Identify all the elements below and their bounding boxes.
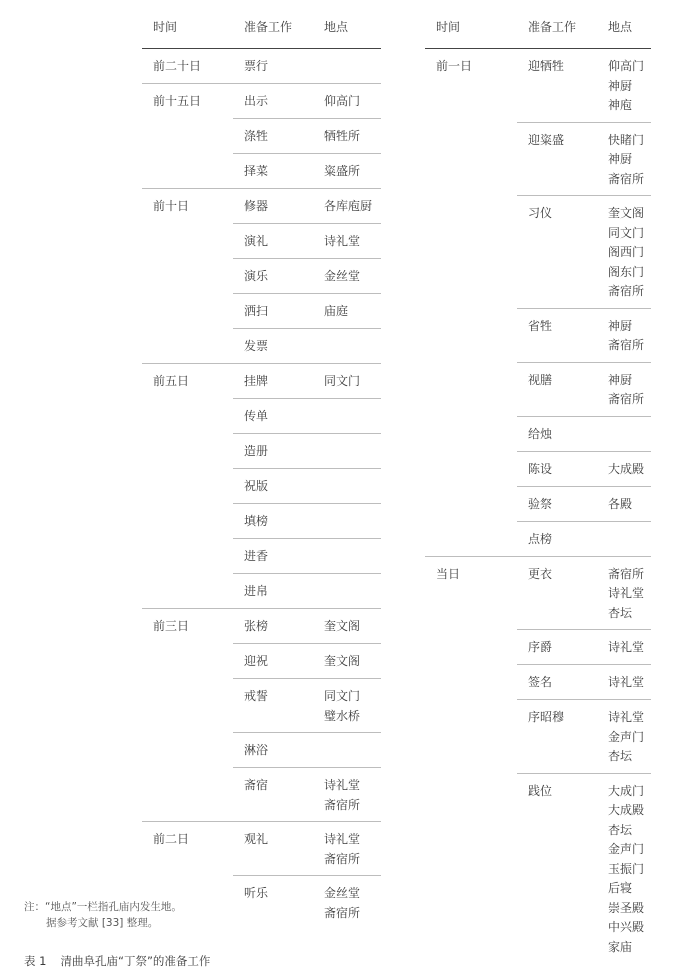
- note-line-1: 注：“地点”一栏指孔庙内发生地。: [24, 901, 182, 913]
- task-cell: 序爵: [528, 640, 553, 654]
- task-cell: 造册: [244, 444, 269, 458]
- place-name: 同文门: [608, 225, 645, 240]
- table-caption: [24, 953, 210, 969]
- task-cell: 修器: [244, 199, 269, 213]
- header-task: 准备工作: [528, 20, 577, 34]
- table-row: [233, 679, 381, 733]
- task-cell: 践位: [528, 783, 553, 798]
- place-cell: [608, 638, 651, 658]
- task-cell: 观礼: [244, 832, 269, 846]
- task-cell: 迎祝: [244, 654, 269, 668]
- time-cell: 前二日: [153, 832, 190, 846]
- task-cell: 涤牲: [244, 129, 269, 143]
- task-cell: 传单: [244, 409, 269, 423]
- place-name: 各殿: [608, 496, 633, 511]
- table-row: [233, 294, 381, 329]
- place-cell: [324, 197, 381, 217]
- table-row: [517, 417, 651, 452]
- place-cell: [324, 372, 381, 392]
- time-cell: 前五日: [153, 374, 190, 388]
- place-cell: [324, 267, 381, 287]
- place-cell: [324, 337, 381, 357]
- task-cell: 票行: [244, 59, 269, 73]
- place-name: 诗礼堂: [608, 640, 645, 654]
- table-row: [233, 733, 381, 768]
- table-row: [517, 774, 651, 964]
- task-cell: 演乐: [244, 269, 269, 283]
- place-name: 中兴殿: [608, 920, 645, 934]
- task-cell: 挂牌: [244, 374, 269, 388]
- place-name: 同文门: [324, 374, 361, 388]
- place-name: 斋宿所: [324, 905, 361, 920]
- place-cell: [324, 232, 381, 252]
- place-cell: [324, 582, 381, 602]
- right-table: [425, 18, 651, 963]
- task-cell: 迎粢盛: [528, 132, 565, 147]
- place-name: 金声门: [608, 842, 645, 856]
- table-row: [233, 504, 381, 539]
- task-cell: 斋宿: [244, 778, 269, 792]
- place-name: 仰高门: [324, 94, 361, 108]
- table-row: [233, 224, 381, 259]
- left-table: [142, 18, 381, 929]
- place-name: 诗礼堂: [324, 832, 361, 846]
- place-cell: [324, 884, 381, 923]
- time-cell: 前三日: [153, 619, 190, 633]
- place-cell: [324, 127, 381, 147]
- place-name: 斋宿所: [608, 171, 645, 186]
- place-name: 同文门: [324, 689, 361, 703]
- place-name: 斋宿所: [324, 797, 361, 812]
- place-cell: [608, 57, 651, 116]
- table-row: [233, 539, 381, 574]
- place-name: 金声门: [608, 729, 645, 744]
- table-row: [517, 363, 651, 417]
- place-cell: [324, 162, 381, 182]
- place-cell: [324, 407, 381, 427]
- place-cell: [608, 460, 651, 480]
- task-cell: 出示: [244, 94, 269, 108]
- place-cell: [608, 371, 651, 410]
- place-name: 诗礼堂: [324, 234, 361, 248]
- place-cell: [608, 317, 651, 356]
- place-name: 神厨: [608, 318, 633, 333]
- task-cell: 签名: [528, 675, 553, 689]
- place-name: 杏坛: [608, 822, 633, 837]
- table-row: [233, 876, 381, 929]
- place-cell: [324, 617, 381, 637]
- place-name: 斋宿所: [608, 566, 645, 581]
- time-group: [142, 189, 381, 364]
- task-cell: 淋浴: [244, 743, 269, 757]
- table-row: [233, 84, 381, 119]
- place-name: 神厨: [608, 78, 633, 93]
- place-cell: [324, 442, 381, 462]
- table-row: [233, 154, 381, 188]
- table-row: [233, 469, 381, 504]
- place-name: 阁西门: [608, 245, 645, 259]
- table-row: [233, 399, 381, 434]
- time-group: [425, 557, 651, 964]
- header-place: 地点: [608, 20, 633, 34]
- table-row: [517, 452, 651, 487]
- task-cell: 祝版: [244, 479, 269, 493]
- table-row: [517, 522, 651, 556]
- place-cell: [324, 652, 381, 672]
- table-row: [517, 309, 651, 363]
- table-note: [24, 899, 182, 931]
- place-cell: [324, 547, 381, 567]
- place-cell: [324, 302, 381, 322]
- place-name: 玉振门: [608, 861, 645, 876]
- table-row: [517, 49, 651, 123]
- place-cell: [608, 565, 651, 624]
- task-cell: 视膳: [528, 372, 553, 387]
- header-time: 时间: [153, 20, 178, 34]
- table-row: [233, 434, 381, 469]
- time-cell: 前十五日: [153, 94, 202, 108]
- table-row: [233, 364, 381, 399]
- task-cell: 听乐: [244, 886, 269, 900]
- place-name: 后寝: [608, 881, 633, 895]
- place-name: 神庖: [608, 98, 633, 112]
- place-name: 诗礼堂: [324, 778, 361, 792]
- left-table-header: [142, 18, 381, 49]
- place-name: 阁东门: [608, 264, 645, 279]
- table-row: [233, 329, 381, 363]
- time-group: [142, 84, 381, 189]
- place-name: 斋宿所: [608, 284, 645, 298]
- place-name: 奎文阁: [324, 619, 361, 633]
- task-cell: 陈设: [528, 461, 553, 476]
- left-table-body: [142, 49, 381, 929]
- place-name: 牺牲所: [324, 129, 361, 143]
- place-name: 璧水桥: [324, 708, 361, 723]
- place-cell: [608, 495, 651, 515]
- place-name: 神厨: [608, 152, 633, 166]
- place-name: 神厨: [608, 372, 633, 387]
- place-cell: [608, 204, 651, 302]
- time-group: [142, 609, 381, 822]
- place-cell: [324, 477, 381, 497]
- place-cell: [608, 782, 651, 958]
- place-name: 金丝堂: [324, 269, 361, 283]
- task-cell: 戒誓: [244, 689, 269, 703]
- place-cell: [608, 131, 651, 190]
- place-name: 杏坛: [608, 749, 633, 763]
- place-cell: [324, 830, 381, 869]
- task-cell: 发票: [244, 339, 269, 353]
- task-cell: 洒扫: [244, 304, 269, 318]
- place-name: 诗礼堂: [608, 675, 645, 689]
- place-name: 奎文阁: [324, 654, 361, 668]
- table-row: [233, 644, 381, 679]
- task-cell: 给烛: [528, 426, 553, 441]
- task-cell: 更衣: [528, 566, 553, 581]
- table-row: [233, 609, 381, 644]
- place-cell: [608, 708, 651, 767]
- place-name: 家庙: [608, 939, 633, 954]
- place-cell: [324, 92, 381, 112]
- caption-number: 表 1: [24, 954, 47, 968]
- right-table-body: [425, 49, 651, 963]
- task-cell: 张榜: [244, 619, 269, 633]
- place-name: 各库庖厨: [324, 199, 373, 213]
- place-name: 大成门: [608, 783, 645, 798]
- task-cell: 习仪: [528, 206, 553, 220]
- place-name: 金丝堂: [324, 886, 361, 900]
- table-row: [233, 49, 381, 83]
- time-group: [142, 364, 381, 609]
- table-row: [517, 665, 651, 700]
- task-cell: 进帛: [244, 584, 269, 598]
- place-name: 庙庭: [324, 304, 349, 318]
- table-row: [233, 822, 381, 876]
- task-cell: 迎牺牲: [528, 59, 565, 73]
- table-row: [517, 700, 651, 774]
- task-cell: 点榜: [528, 531, 553, 546]
- task-cell: 填榜: [244, 514, 269, 528]
- place-name: 杏坛: [608, 605, 633, 620]
- table-row: [517, 487, 651, 522]
- task-cell: 序昭穆: [528, 710, 565, 724]
- place-name: 快睹门: [608, 132, 645, 147]
- table-row: [233, 189, 381, 224]
- place-cell: [324, 57, 381, 77]
- place-name: 大成殿: [608, 461, 645, 476]
- table-row: [517, 196, 651, 309]
- note-line-2: 据参考文献 [33] 整理。: [46, 917, 159, 929]
- task-cell: 验祭: [528, 496, 553, 511]
- place-cell: [608, 425, 651, 445]
- task-cell: 省牲: [528, 318, 553, 333]
- table-row: [233, 768, 381, 821]
- place-name: 大成殿: [608, 803, 645, 817]
- table-row: [517, 557, 651, 631]
- place-cell: [324, 687, 381, 726]
- caption-title: 清曲阜孔庙“丁祭”的准备工作: [60, 954, 211, 968]
- place-cell: [608, 530, 651, 550]
- place-name: 奎文阁: [608, 206, 645, 220]
- header-place: 地点: [324, 20, 349, 34]
- place-cell: [324, 776, 381, 815]
- place-name: 斋宿所: [324, 851, 361, 866]
- table-row: [517, 630, 651, 665]
- time-cell: 当日: [436, 566, 461, 581]
- table-row: [233, 259, 381, 294]
- place-cell: [324, 741, 381, 761]
- place-name: 诗礼堂: [608, 586, 645, 600]
- table-row: [233, 119, 381, 154]
- time-cell: 前十日: [153, 199, 190, 213]
- header-time: 时间: [436, 20, 461, 34]
- task-cell: 进香: [244, 549, 269, 563]
- header-task: 准备工作: [244, 20, 293, 34]
- time-cell: 前二十日: [153, 59, 202, 73]
- time-cell: 前一日: [436, 59, 473, 73]
- place-name: 粢盛所: [324, 164, 361, 178]
- place-name: 仰高门: [608, 59, 645, 73]
- place-cell: [324, 512, 381, 532]
- place-cell: [608, 673, 651, 693]
- place-name: 斋宿所: [608, 338, 645, 352]
- place-name: 诗礼堂: [608, 710, 645, 724]
- task-cell: 择菜: [244, 164, 269, 178]
- place-name: 斋宿所: [608, 392, 645, 406]
- right-table-header: [425, 18, 651, 49]
- place-name: 崇圣殿: [608, 900, 645, 915]
- time-group: [425, 49, 651, 557]
- table-row: [517, 123, 651, 197]
- table-row: [233, 574, 381, 608]
- time-group: [142, 49, 381, 84]
- task-cell: 演礼: [244, 234, 269, 248]
